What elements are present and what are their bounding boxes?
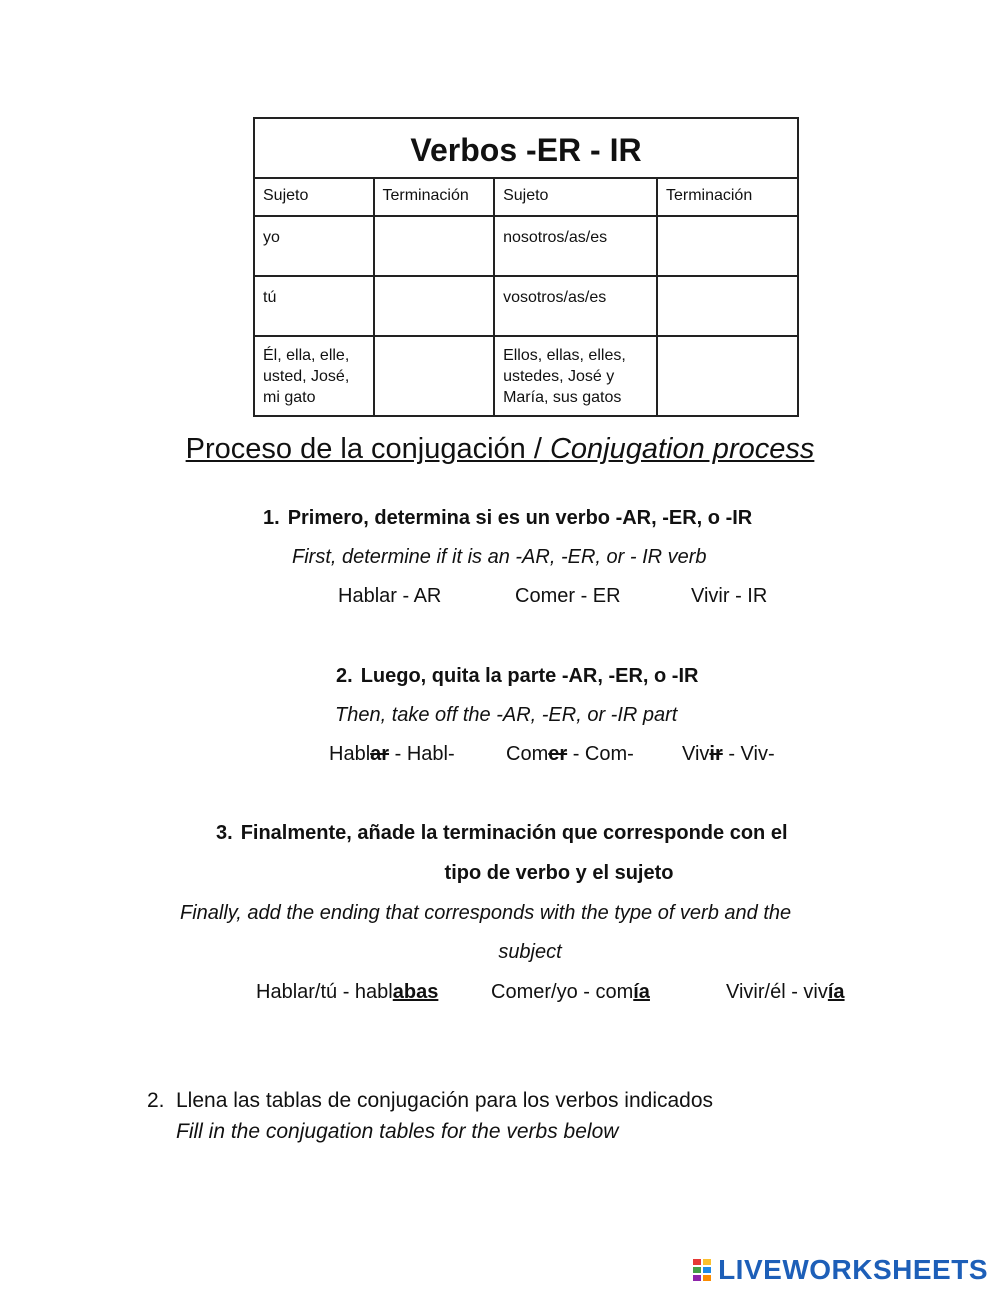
step-1-example: Vivir - IR <box>691 585 768 607</box>
step-1-translation: First, determine if it is an -AR, -ER, or - IR verb <box>292 546 707 568</box>
part-number: 2. <box>147 1089 165 1112</box>
subject-cell: Ellos, ellas, elles, ustedes, José y María, sus gatos <box>494 336 657 416</box>
logo-block <box>692 1266 702 1274</box>
logo-block <box>692 1258 702 1266</box>
step-3-instruction <box>216 822 788 845</box>
conjugation-ending: ía <box>633 981 650 1003</box>
header-subject-singular: Sujeto <box>254 178 374 216</box>
step-text: Finalmente, añade la terminación que corresponde con el <box>240 822 788 844</box>
step-number: 1. <box>263 507 280 529</box>
struck-ending: ir <box>709 743 723 765</box>
subject-cell: yo <box>254 216 374 276</box>
ending-cell <box>374 276 495 336</box>
logo-block <box>702 1258 712 1266</box>
conjugation-prefix: Comer/yo - com <box>491 981 634 1003</box>
ending-cell <box>374 216 495 276</box>
subject-cell: tú <box>254 276 374 336</box>
table-title: Verbos -ER - IR <box>254 118 798 178</box>
part-2-translation: Fill in the conjugation tables for the verbs below <box>176 1120 619 1143</box>
header-ending-singular: Terminación <box>374 178 495 216</box>
header-ending-plural: Terminación <box>657 178 798 216</box>
logo-block <box>702 1274 712 1282</box>
step-text: Luego, quita la parte -AR, -ER, o -IR <box>360 665 699 687</box>
liveworksheets-logo <box>692 1254 988 1286</box>
step-3-translation-cont: subject <box>498 941 562 963</box>
part-text: Llena las tablas de conjugación para los verbos indicados <box>176 1089 714 1112</box>
logo-block <box>692 1274 702 1282</box>
ending-cell <box>657 216 798 276</box>
header-subject-plural: Sujeto <box>494 178 657 216</box>
step-number: 2. <box>336 665 353 687</box>
subject-cell: nosotros/as/es <box>494 216 657 276</box>
struck-ending: er <box>548 743 568 765</box>
ending-cell <box>657 336 798 416</box>
step-1-example: Comer - ER <box>515 585 621 607</box>
heading-spanish: Proceso de la conjugación / <box>185 433 550 465</box>
part-2-instruction <box>147 1089 713 1113</box>
conjugation-prefix: Hablar/tú - habl <box>256 981 393 1003</box>
verb-stem: Com <box>506 743 549 765</box>
subject-cell: vosotros/as/es <box>494 276 657 336</box>
stem-result: - Com- <box>567 743 634 765</box>
step-2-translation: Then, take off the -AR, -ER, or -IR part <box>335 704 678 726</box>
verb-stem: Viv <box>682 743 710 765</box>
logo-blocks-icon <box>692 1258 712 1282</box>
step-2-instruction <box>336 665 698 688</box>
heading-english: Conjugation process <box>549 433 815 465</box>
stem-result: - Habl- <box>389 743 455 765</box>
step-2-example <box>329 743 455 766</box>
logo-block <box>702 1266 712 1274</box>
table-header-row <box>254 178 798 216</box>
stem-result: - Viv- <box>722 743 775 765</box>
step-3-example <box>726 981 845 1004</box>
logo-text: LIVEWORKSHEETS <box>718 1254 988 1285</box>
table-row <box>254 276 798 336</box>
step-1-instruction <box>263 507 752 530</box>
subject-cell: Él, ella, elle, usted, José, mi gato <box>254 336 374 416</box>
verb-stem: Habl <box>329 743 371 765</box>
conjugation-table <box>253 117 799 417</box>
step-number: 3. <box>216 822 233 844</box>
ending-cell <box>374 336 495 416</box>
section-heading <box>0 433 1000 466</box>
step-text: Primero, determina si es un verbo -AR, -ER, o -IR <box>287 507 753 529</box>
conjugation-prefix: Vivir/él - viv <box>726 981 828 1003</box>
step-3-example <box>491 981 650 1004</box>
ending-cell <box>657 276 798 336</box>
step-3-translation: Finally, add the ending that corresponds with the type of verb and the <box>180 902 792 924</box>
struck-ending: ar <box>370 743 390 765</box>
step-1-example: Hablar - AR <box>338 585 442 607</box>
table-row <box>254 336 798 416</box>
conjugation-ending: ía <box>827 981 845 1003</box>
step-2-example <box>506 743 634 766</box>
conjugation-ending: abas <box>392 981 439 1003</box>
step-2-example <box>682 743 775 766</box>
table-row <box>254 216 798 276</box>
step-3-example <box>256 981 438 1004</box>
step-3-instruction-cont: tipo de verbo y el sujeto <box>444 862 674 884</box>
